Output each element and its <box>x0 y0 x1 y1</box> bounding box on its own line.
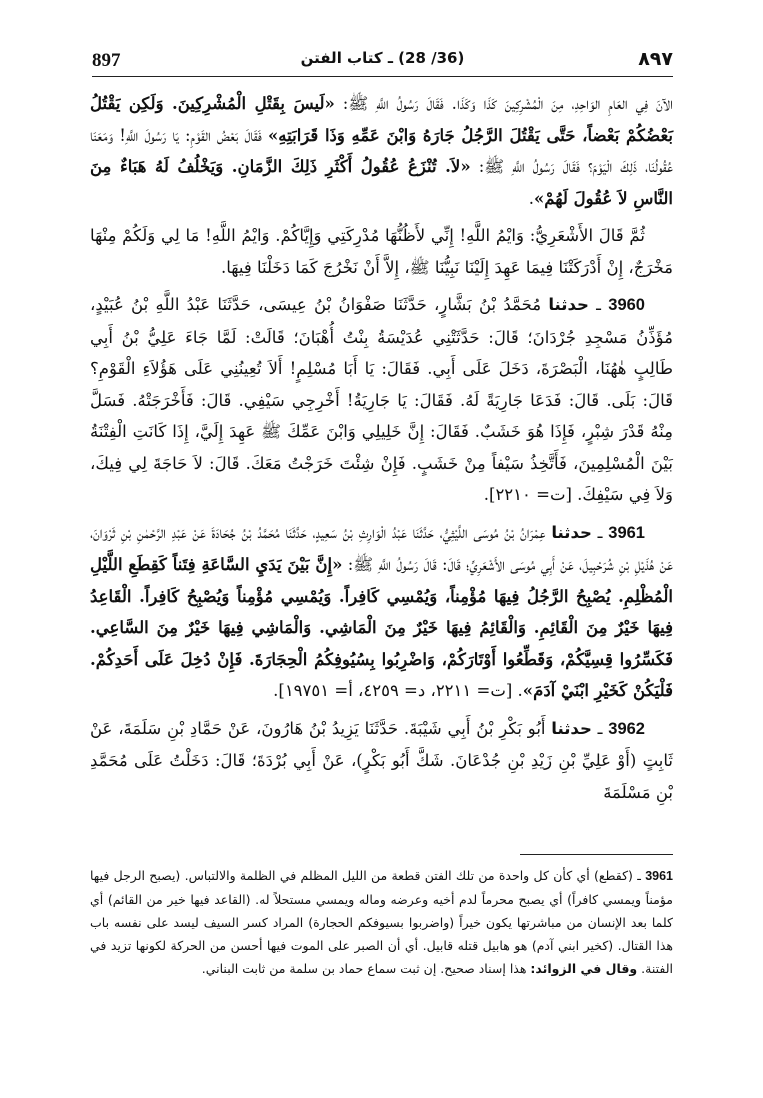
text-run: ـ <box>591 522 609 542</box>
text-run: الآنَ فِي العَامِ الوَاحِدِ، مِنَ الْمُشْرِكِينَ كَذَا وَكَذَا. فَقَالَ رَسُولُ اللَّهِ ﷺ: <box>334 94 673 113</box>
text-run: عِمْرَانُ بْنُ مُوسَى اللَّيْثِيُّ، حَدَّثَنَا عَبْدُ الْوَارِثِ بْنُ سَعِيدٍ، حَدَّثَنَا مُحَمَّدُ بْنُ جُحَادَةَ عَنْ عَبْدِ الرَّحْمٰنِ بْنِ ثَرْوَانَ، عَنْ هُذَيْلِ بْنِ شُرَحْبِيلَ، عَنْ أَبِي مُوسَى الأَشْعَرِيِّ؛ قَالَ: قَالَ رَسُولُ اللَّهِ ﷺ: <box>90 522 673 574</box>
text-run: . <box>528 188 534 208</box>
hadith-number: 3961 <box>645 869 673 883</box>
footnote-rule <box>520 854 673 855</box>
page-number-arabic: ٨٩٧ <box>638 48 673 70</box>
hadith-3960 <box>90 289 673 511</box>
text-run: . [ت= ٢٢١١، د= ٤٢٥٩، أ= ١٩٧٥١]. <box>273 681 523 700</box>
hadith-number: 3961 <box>608 523 645 542</box>
hadith-quote: «لاَ. تُنْزَعُ عُقُولُ أَكْثَرِ ذَلِكَ الزَّمَانِ. وَيَخْلُفُ لَهُ هَبَاءٌ مِنَ النَّاسِ لاَ عُقُولَ لَهُمْ» <box>90 157 673 208</box>
hadith-3962 <box>90 713 673 809</box>
text-run: ثُمَّ قَالَ الأَشْعَرِيُّ: وَايْمُ اللَّهِ! إِنِّي لأَظُنُّهَا مُدْرِكَتِي وَإِيَّاكُمْ. وَايْمُ اللَّهِ! مَا لِي وَلَكُمْ مِنْهَا مَخْرَجٌ، إِنْ أَدْرَكَتْنَا فِيمَا عَهِدَ إِلَيْنَا نَبِيُّنَا ﷺ، إِلاَّ أَنْ نَخْرُجَ كَمَا دَخَلْنَا فِيهَا. <box>90 226 673 277</box>
hadith-number: 3962 <box>608 719 645 738</box>
text-run: أَبُو بَكْرِ بْنُ أَبِي شَيْبَةَ. حَدَّثَنَا يَزِيدُ بْنُ هَارُونَ، عَنْ حَمَّادِ بْنِ سَلَمَةَ، عَنْ ثَابِتٍ (أَوْ عَلِيِّ بْنِ زَيْدِ بْنِ جُدْعَانَ. شَكَّ أَبُو بَكْرٍ)، عَنْ أَبِي بُرْدَةَ؛ قَالَ: دَخَلْتُ عَلَى مُحَمَّدِ بْنِ مَسْلَمَةَ <box>90 718 673 802</box>
page-header <box>92 48 673 74</box>
hadith-3961 <box>90 517 673 707</box>
haddathana-keyword: حدثنا <box>548 295 589 314</box>
text-run: ـ <box>588 295 609 314</box>
text-run: ـ <box>591 718 609 738</box>
text-run: هذا إسناد صحيح. إن ثبت سماع حماد بن سلمة من ثابت البناني. <box>201 961 531 976</box>
paragraph-continuation <box>90 88 673 214</box>
text-run: ـ (كقطع) أي كأن كل واحدة من تلك الفتن قطعة من الليل المظلم في الظلمة والالتباس. (يصبح الرجل فيها مؤمناً ويمسي كافراً) أي يصبح محرماً لدم أخيه وعرضه وماله ويمسي مستحلاً له. (القاعد فيها خير من القائم) أي كلما بعد الإنسان من مباشرتها يكون خيراً (واضربوا بسيوفكم الحجارة) المراد كسر السيف ليسد على نفسه باب هذا القتال. (كخير ابني آدم) هو هابيل قتله قابيل. أي أن الصبر على الموت فيها أحسن من الحركة لكونها تزيد في الفتنة. <box>90 868 673 976</box>
header-rule <box>92 76 673 77</box>
page-number-latin: 897 <box>92 50 121 71</box>
page-running-title: (36/ 28) ـ كتاب الفتن <box>300 49 465 67</box>
hadith-quote: وقال في الزوائد: <box>530 961 638 976</box>
hadith-quote: «إِنَّ بَيْنَ يَدَيِ السَّاعَةِ فِتَناً كَقِطَعِ اللَّيْلِ الْمُظْلِمِ. يُصْبِحُ الرَّجُلُ فِيهَا مُؤْمِناً، وَيُمْسِي كَافِراً. وَيُمْسِي مُؤْمِناً وَيُصْبِحُ كَافِراً. الْقَاعِدُ فِيهَا خَيْرٌ مِنَ الْقَائِمِ. وَالْقَائِمُ فِيهَا خَيْرٌ مِنَ الْمَاشِي. وَالْمَاشِي فِيهَا خَيْرٌ مِنَ السَّاعِي. فَكَسِّرُوا قِسِيَّكُمْ، وَقَطِّعُوا أَوْتَارَكُمْ، وَاضْرِبُوا بِسُيُوفِكُمُ الْحِجَارَةَ. فَإِنْ دُخِلَ عَلَى أَحَدِكُمْ. فَلْيَكُنْ كَخَيْرِ ابْنَيْ آدَمَ» <box>90 555 673 700</box>
hadith-quote: «لَيسَ بِقَتْلِ الْمُشْرِكِينَ. وَلَكِن يَقْتُلُ بَعْضُكُمْ بَعْضاً، حَتَّى يَقْتُلَ الرَّجُلُ جَارَهُ وَابْنَ عَمِّهِ وَذَا قَرَابَتِهِ» <box>90 94 673 145</box>
text-run: مُحَمَّدُ بْنُ بَشَّارٍ، حَدَّثَنَا صَفْوَانُ بْنُ عِيسَى، حَدَّثَنَا عَبْدُ اللَّهِ بْنُ عُبَيْدٍ، مُؤَذِّنُ مَسْجِدِ جُرْدَانَ؛ قَالَ: حَدَّثَتْنِي عُدَيْسَةُ بِنْتُ أُهْبَانَ؛ قَالَتْ: لَمَّا جَاءَ عَلِيُّ بْنُ أَبِي طَالِبٍ هٰهُنَا، الْبَصْرَةَ، دَخَلَ عَلَى أَبِي. فَقَالَ: يَا أَبَا مُسْلِمٍ! أَلاَ تُعِينُنِي عَلَى هَؤُلاَءِ الْقَوْمِ؟ قَالَ: بَلَى. قَالَ: فَدَعَا جَارِيَةً لَهُ. فَقَالَ: يَا جَارِيَةُ! أَخْرِجِي سَيْفِي. قَالَ: فَأَخْرَجَتْهُ. فَسَلَّ مِنْهُ قَدْرَ شِبْرٍ، فَإِذَا هُوَ خَشَبٌ. فَقَالَ: إِنَّ خَلِيلِي وَابْنَ عَمِّكَ ﷺ عَهِدَ إِلَيَّ، إِذَا كَانَتِ الْفِتْنَةُ بَيْنَ الْمُسْلِمِينَ، فَأَتَّخِذُ سَيْفاً مِنْ خَشَبٍ. فَإِنْ شِئْتَ خَرَجْتُ مَعَكَ. قَالَ: لاَ حَاجَةَ لِي فِيكَ، وَلاَ فِي سَيْفِكَ. [ت= ٢٢١٠]. <box>90 295 673 504</box>
haddathana-keyword: حدثنا <box>551 718 592 738</box>
paragraph-ashari-statement <box>90 220 673 283</box>
footnote-3961 <box>90 864 673 980</box>
main-text <box>90 88 673 814</box>
haddathana-keyword: حدثنا <box>551 522 592 542</box>
text-run: فَقَالَ بَعْضُ القَوْمِ: يَا رَسُولَ اللَّهِ! وَمَعَنَا عُقُولُنَا، ذَلِكَ الْيَوْمَ؟ فَقَالَ رَسُولُ اللَّهِ ﷺ: <box>90 125 674 176</box>
hadith-number: 3960 <box>608 296 645 314</box>
